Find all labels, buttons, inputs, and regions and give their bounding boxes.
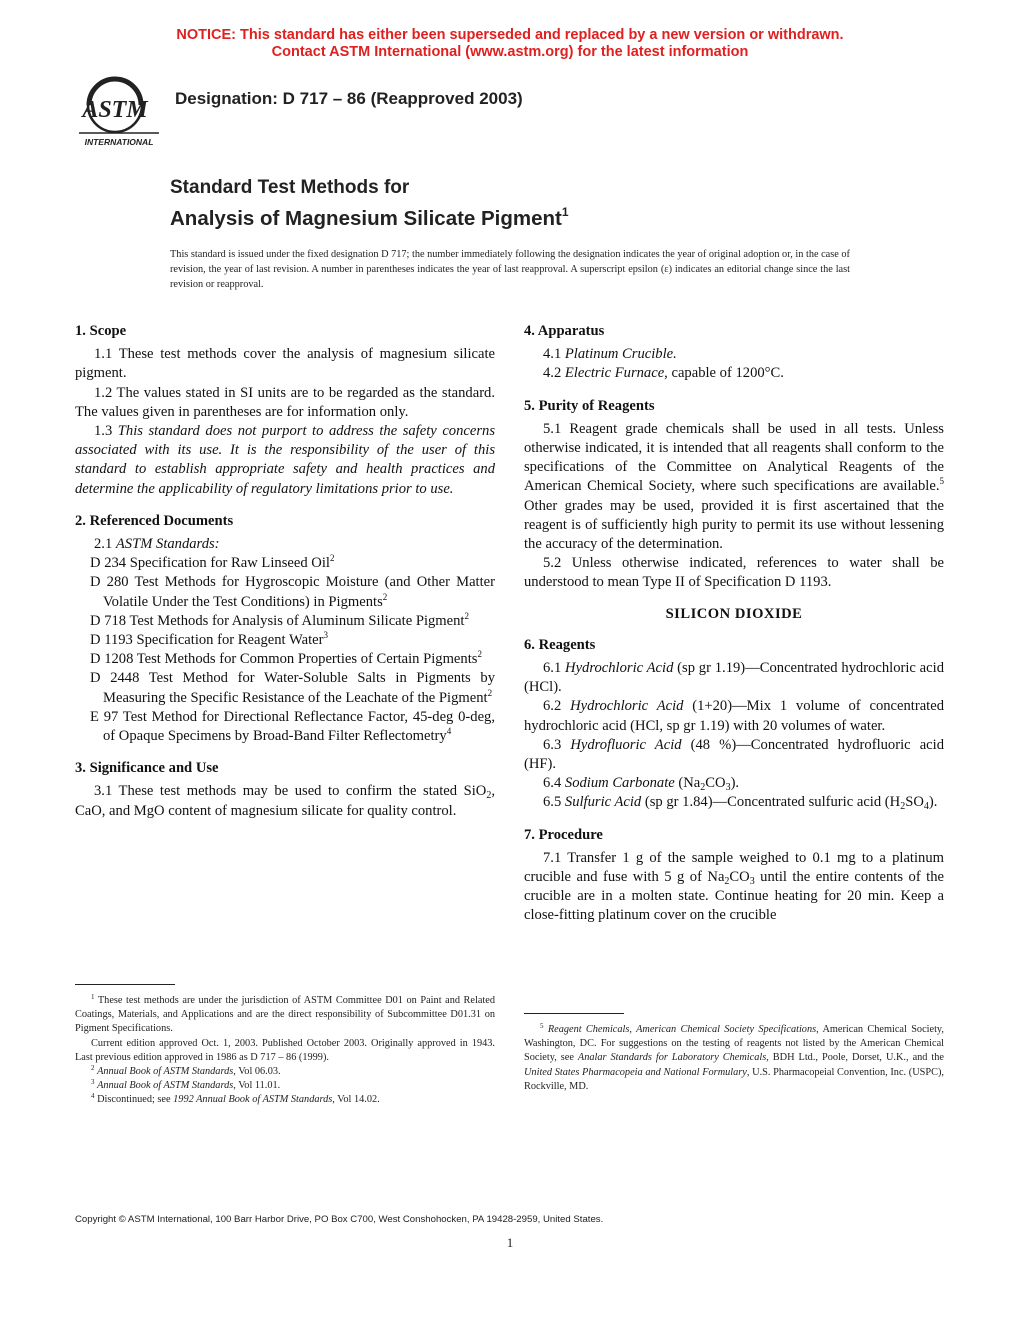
para-5-1: 5.1 Reagent grade chemicals shall be used in all tests. Unless otherwise indicated, it is intended that all reagents shall conform to the specifications of the Committee on Analytical Reagents of the American Chemical Society, where such specifications are available.$^5$ Other grades may be used, provided it is first ascertained that the reagent is of sufficiently high purity to permit its use without lessening the accuracy of the determination.: [524, 420, 944, 553]
withdrawn-notice: [0, 27, 1020, 61]
footnote-1-edition: Current edition approved Oct. 1, 2003. Published October 2003. Originally approved in 1943. Last previous edition approved in 1986 as D 717 – 86 (1999).: [75, 1037, 495, 1063]
reference-item: D 718 Test Methods for Analysis of Aluminum Silicate Pigment$^2$: [90, 610, 469, 629]
section-referenced-documents-heading: 2. Referenced Documents: [75, 512, 234, 529]
section-significance-heading: 3. Significance and Use: [75, 760, 219, 777]
logo-wordmark: ASTM: [82, 97, 148, 123]
copyright-line: Copyright © ASTM International, 100 Barr Harbor Drive, PO Box C700, West Conshohocken, PA 19428-2959, United States.: [75, 1214, 604, 1225]
para-4-1: 4.1 Platinum Crucible.: [543, 346, 677, 363]
para-6-5: 6.5 Sulfuric Acid (sp gr 1.84)—Concentrated sulfuric acid $(H_2SO_4)$.: [543, 794, 938, 813]
para-3-1: 3.1 These test methods may be used to confirm the stated SiO$_2$, CaO, and MgO content of magnesium silicate for quality control.: [75, 783, 495, 819]
para-5-2: 5.2 Unless otherwise indicated, references to water shall be understood to mean Type II of Specification D 1193.: [524, 555, 944, 591]
astm-logo-graphic: [75, 75, 160, 150]
title-line-2: Analysis of Magnesium Silicate Pigment$^1$: [170, 205, 569, 230]
footnote-rule-right: [524, 1013, 624, 1014]
para-6-3: 6.3 Hydrofluoric Acid (48 %)—Concentrated hydrofluoric acid (HF).: [524, 736, 945, 773]
para-6-4: 6.4 Sodium Carbonate $(Na_2CO_3)$.: [543, 775, 740, 794]
notice-line-1: NOTICE: This standard has either been superseded and replaced by a new version or withdrawn.: [176, 27, 844, 43]
page-number: 1: [506, 1235, 514, 1250]
section-purity-heading: 5. Purity of Reagents: [524, 397, 655, 414]
reference-item: D 1208 Test Methods for Common Properties of Certain Pigments$^2$: [90, 649, 482, 668]
section-procedure-heading: 7. Procedure: [524, 826, 603, 843]
reference-item: D 234 Specification for Raw Linseed Oil$^2$: [90, 553, 335, 572]
para-1-2: 1.2 The values stated in SI units are to be regarded as the standard. The values given in parentheses are for information only.: [75, 384, 495, 420]
section-reagents-heading: 6. Reagents: [524, 636, 596, 653]
section-apparatus-heading: 4. Apparatus: [524, 323, 605, 339]
reference-item: D 280 Test Methods for Hygroscopic Moisture (and Other Matter Volatile Under the Test Conditions) in Pigments$^2$: [90, 574, 495, 610]
footnotes-left: [75, 994, 495, 1108]
section-scope-heading: 1. Scope: [75, 323, 127, 339]
astm-logo: [75, 75, 160, 150]
reference-item: D 2448 Test Method for Water-Soluble Salts in Pigments by Measuring the Specific Resistance of the Leachate of the Pigment$^2$: [90, 670, 495, 706]
footnotes-right: [524, 1023, 944, 1094]
para-6-1: 6.1 Hydrochloric Acid (sp gr 1.19)—Concentrated hydrochloric acid (HCl).: [524, 660, 944, 696]
footnote-rule-left: [75, 984, 175, 985]
footnote-4: $^4$ Discontinued; see 1992 Annual Book of ASTM Standards, Vol 14.02.: [91, 1092, 380, 1106]
footnote-1: $^1$ These test methods are under the jurisdiction of ASTM Committee D01 on Paint and Related Coatings, Materials, and Applications and are the direct responsibility of Subcommittee D01.31 on Pigment Specifications.: [75, 993, 496, 1035]
document-title: [170, 176, 569, 232]
reference-item: E 97 Test Method for Directional Reflectance Factor, 45-deg 0-deg, of Opaque Specimens by Broad-Band Filter Reflectometry$^4$: [90, 708, 495, 745]
para-7-1: 7.1 Transfer 1 g of the sample weighed to 0.1 mg to a platinum crucible and fuse with 5 g of $Na_2CO_3$ until the entire contents of the crucible are in a molten state. Continue heating for 20 min. Keep a close-fitting platinum cover on the crucible: [524, 849, 944, 924]
para-1-1: 1.1 These test methods cover the analysis of magnesium silicate pigment.: [75, 346, 495, 382]
footnote-2: $^2$ Annual Book of ASTM Standards, Vol 06.03.: [91, 1064, 281, 1078]
para-4-2: 4.2 Electric Furnace, capable of 1200°C.: [543, 365, 784, 382]
issuance-statement: This standard is issued under the fixed designation D 717; the number immediately following the designation indicates the year of original adoption or, in the case of revision, the year of last revision. A number in parentheses indicates the year of last reapproval. A superscript epsilon (ε) indicates an editorial change since the last revision or reapproval.: [170, 249, 850, 290]
para-1-3: 1.3 This standard does not purport to address the safety concerns associated with its use. It is the responsibility of the user of this standard to establish appropriate safety and health practices and determine the applicability of regulatory limitations prior to use.: [75, 423, 496, 497]
logo-subtitle: INTERNATIONAL: [84, 137, 154, 147]
footnote-5: $^5$ Reagent Chemicals, American Chemical Society Specifications, American Chemical Society, Washington, DC. For suggestions on the testing of reagents not listed by the American Chemical Society, see Analar Standards for Laboratory Chemicals, BDH Ltd., Poole, Dorset, U.K., and the United States Pharmacopeia and National Formulary, U.S. Pharmacopeial Convention, Inc. (USPC), Rockville, MD.: [524, 1022, 944, 1092]
footnote-3: $^3$ Annual Book of ASTM Standards, Vol 11.01.: [91, 1078, 281, 1092]
notice-line-2: Contact ASTM International (www.astm.org) for the latest information: [271, 44, 749, 60]
silicon-dioxide-heading: SILICON DIOXIDE: [665, 605, 803, 622]
title-line-1: Standard Test Methods for: [170, 177, 410, 198]
para-2-1: 2.1 ASTM Standards:: [94, 536, 220, 553]
reference-item: D 1193 Specification for Reagent Water$^3$: [90, 630, 328, 649]
left-column: [75, 322, 495, 821]
para-6-2: 6.2 Hydrochloric Acid (1+20)—Mix 1 volume of concentrated hydrochloric acid (HCl, sp gr 1.19) with 20 volumes of water.: [524, 698, 945, 734]
designation: Designation: D 717 – 86 (Reapproved 2003): [175, 89, 523, 108]
right-column: [524, 322, 944, 926]
title-footnote-mark: 1: [561, 205, 569, 219]
